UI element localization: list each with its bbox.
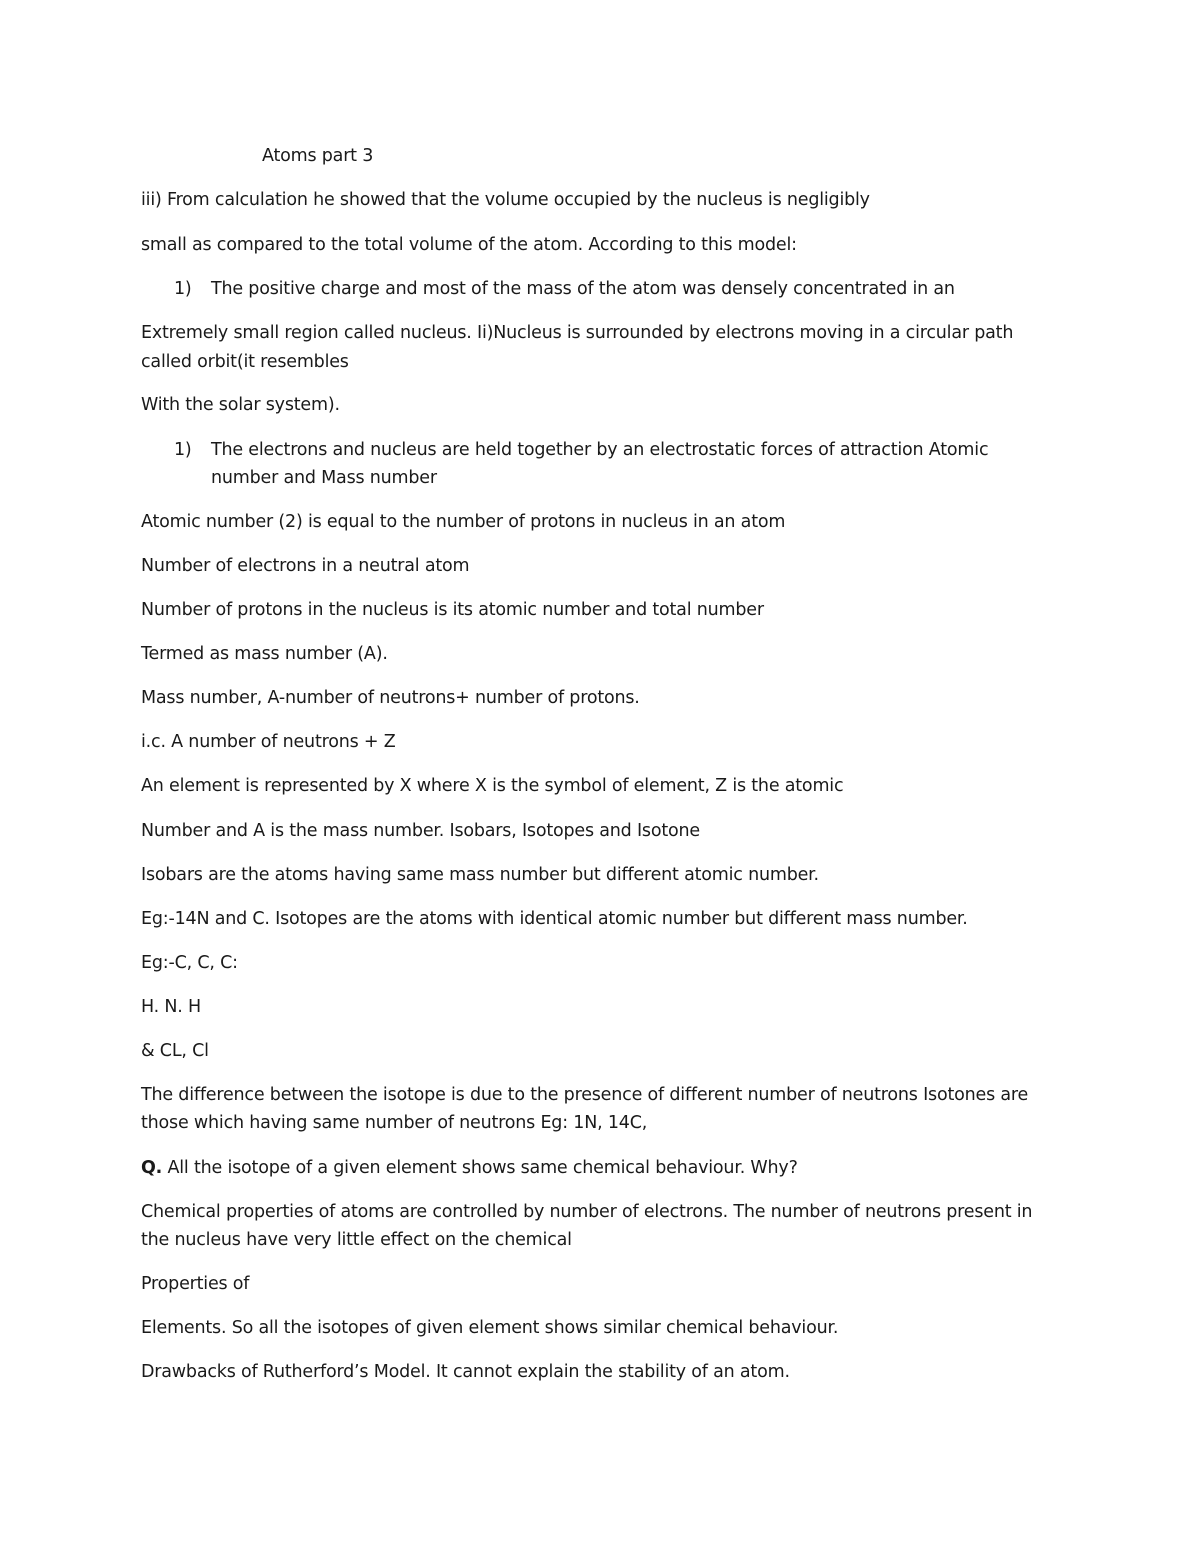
text-line: Number of electrons in a neutral atom xyxy=(141,556,470,576)
text-line: H. N. H xyxy=(141,997,201,1017)
question-text: All the isotope of a given element shows same chemical behaviour. Why? xyxy=(167,1158,798,1178)
text-line: iii) From calculation he showed that the volume occupied by the nucleus is negligibly xyxy=(141,190,870,210)
text-line: Properties of xyxy=(141,1274,250,1294)
text-line: small as compared to the total volume of the atom. According to this model: xyxy=(141,235,797,255)
text-line: Number of protons in the nucleus is its atomic number and total number xyxy=(141,600,764,620)
text-line: Extremely small region called nucleus. Ii)Nucleus is surrounded by electrons moving in a circular path xyxy=(141,323,1014,343)
question-label: Q. xyxy=(141,1158,163,1178)
text-line: The difference between the isotope is due to the presence of different number of neutrons Isotones are xyxy=(141,1085,1029,1105)
text-line: Atomic number (2) is equal to the number of protons in nucleus in an atom xyxy=(141,512,786,532)
question-line xyxy=(141,1154,798,1182)
text-line: Chemical properties of atoms are controlled by number of electrons. The number of neutrons present in xyxy=(141,1202,1033,1222)
list-number: 1) xyxy=(174,440,192,460)
text-line: those which having same number of neutrons Eg: 1N, 14C, xyxy=(141,1113,648,1133)
list-item-text: number and Mass number xyxy=(211,468,437,488)
list-item-text: The positive charge and most of the mass of the atom was densely concentrated in an xyxy=(211,279,955,299)
text-line: With the solar system). xyxy=(141,395,340,415)
text-line: Number and A is the mass number. Isobars, Isotopes and Isotone xyxy=(141,821,700,841)
text-line: Isobars are the atoms having same mass number but different atomic number. xyxy=(141,865,819,885)
text-line: the nucleus have very little effect on the chemical xyxy=(141,1230,572,1250)
document-title: Atoms part 3 xyxy=(262,146,374,166)
text-line: Drawbacks of Rutherford’s Model. It cannot explain the stability of an atom. xyxy=(141,1362,790,1382)
text-line: called orbit(it resembles xyxy=(141,352,349,372)
text-line: Eg:-C, C, C: xyxy=(141,953,238,973)
text-line: Termed as mass number (A). xyxy=(141,644,388,664)
text-line: An element is represented by X where X is the symbol of element, Z is the atomic xyxy=(141,776,844,796)
text-line: Elements. So all the isotopes of given element shows similar chemical behaviour. xyxy=(141,1318,839,1338)
text-line: Eg:-14N and C. Isotopes are the atoms with identical atomic number but different mass number. xyxy=(141,909,968,929)
list-item-text: The electrons and nucleus are held together by an electrostatic forces of attraction Atomic xyxy=(211,440,989,460)
text-line: i.c. A number of neutrons + Z xyxy=(141,732,396,752)
text-line: & CL, Cl xyxy=(141,1041,209,1061)
list-number: 1) xyxy=(174,279,192,299)
text-line: Mass number, A-number of neutrons+ number of protons. xyxy=(141,688,640,708)
